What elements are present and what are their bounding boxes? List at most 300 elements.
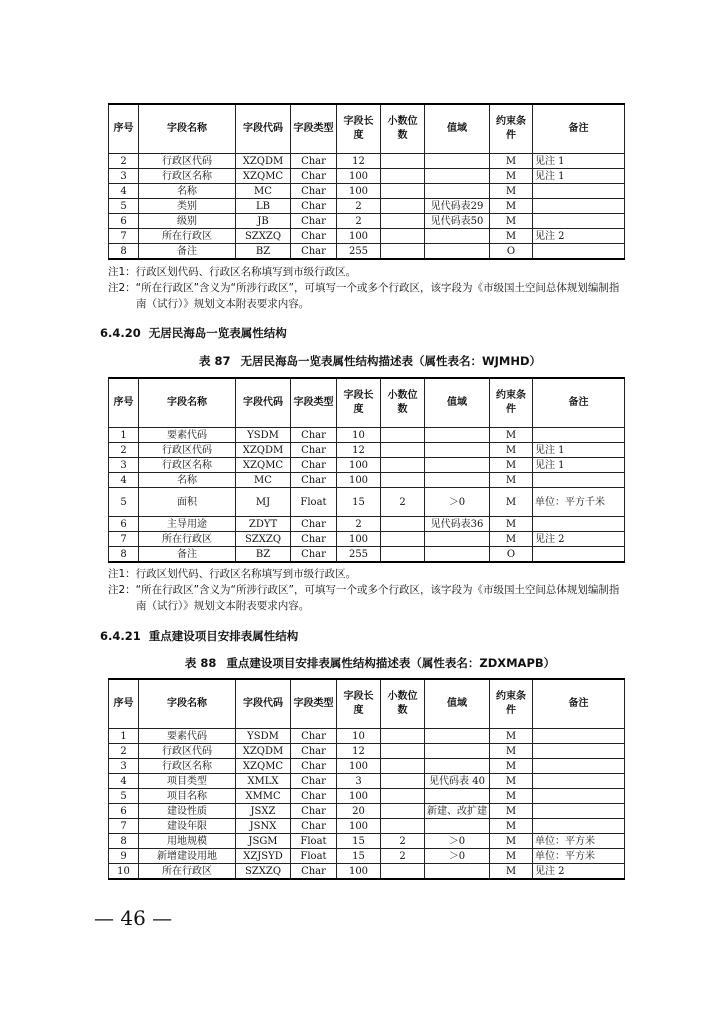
col-value-domain-cell	[425, 532, 490, 547]
col-field-code-cell: BZ	[236, 547, 291, 563]
table-header-row	[109, 104, 625, 154]
col-decimals-cell	[381, 184, 425, 199]
col-field-type-cell: Char	[291, 532, 337, 547]
col-constraint-cell: M	[490, 744, 533, 759]
col-field-code-cell: XZQDM	[236, 744, 291, 759]
header-col-field-type: 字段类型	[291, 104, 337, 154]
col-value-domain-cell	[425, 819, 490, 834]
col-field-name-cell: 要素代码	[139, 428, 236, 443]
header-col-decimals: 小数位数	[381, 378, 425, 428]
col-field-length-cell: 12	[337, 154, 381, 169]
attribute-table-continued	[108, 103, 625, 260]
col-constraint-cell: M	[490, 443, 533, 458]
col-constraint-cell: M	[490, 154, 533, 169]
col-value-domain-cell: 见代码表 40	[425, 774, 490, 789]
col-remark-cell: 见注 1	[533, 458, 625, 473]
col-field-code-cell: YSDM	[236, 729, 291, 744]
table-row	[109, 834, 625, 849]
table-row	[109, 744, 625, 759]
header-col-field-code: 字段代码	[236, 679, 291, 729]
table-row	[109, 184, 625, 199]
col-decimals-cell	[381, 229, 425, 244]
col-field-name-cell: 备注	[139, 547, 236, 563]
table-row	[109, 199, 625, 214]
table-row	[109, 488, 625, 517]
col-field-name-cell: 名称	[139, 184, 236, 199]
header-col-seq: 序号	[109, 378, 139, 428]
table-row	[109, 864, 625, 880]
col-field-length-cell: 15	[337, 488, 381, 517]
col-value-domain-cell	[425, 154, 490, 169]
col-field-type-cell: Char	[291, 547, 337, 563]
col-decimals-cell	[381, 473, 425, 488]
col-field-code-cell: XMLX	[236, 774, 291, 789]
header-col-field-name: 字段名称	[139, 679, 236, 729]
col-field-name-cell: 建设年限	[139, 819, 236, 834]
col-value-domain-cell	[425, 744, 490, 759]
col-decimals-cell	[381, 819, 425, 834]
col-remark-cell	[533, 214, 625, 229]
table-header-row	[109, 679, 625, 729]
col-field-type-cell: Char	[291, 759, 337, 774]
col-constraint-cell: O	[490, 244, 533, 260]
table-row	[109, 759, 625, 774]
header-col-remark: 备注	[533, 679, 625, 729]
col-remark-cell	[533, 184, 625, 199]
header-col-seq: 序号	[109, 679, 139, 729]
col-constraint-cell: M	[490, 834, 533, 849]
col-seq-cell: 4	[109, 774, 139, 789]
col-field-name-cell: 行政区名称	[139, 458, 236, 473]
col-field-code-cell: SZXZQ	[236, 864, 291, 880]
col-field-name-cell: 类别	[139, 199, 236, 214]
col-field-name-cell: 级别	[139, 214, 236, 229]
col-constraint-cell: M	[490, 849, 533, 864]
col-field-type-cell: Char	[291, 199, 337, 214]
col-seq-cell: 5	[109, 789, 139, 804]
header-col-remark: 备注	[533, 378, 625, 428]
table-row	[109, 244, 625, 260]
header-col-field-length: 字段长度	[337, 104, 381, 154]
col-field-code-cell: XZQDM	[236, 443, 291, 458]
col-field-length-cell: 10	[337, 729, 381, 744]
col-remark-cell	[533, 774, 625, 789]
note-2: 注2：“所在行政区”含义为“所涉行政区”，可填写一个或多个行政区，该字段为《市级国土空间总体规划编制指南（试行）》规划文本附表要求内容。	[108, 584, 620, 612]
col-constraint-cell: M	[490, 199, 533, 214]
table-title: 重点建设项目安排表属性结构描述表（属性表名：ZDXMAPB）	[226, 656, 556, 670]
col-constraint-cell: M	[490, 532, 533, 547]
col-constraint-cell: M	[490, 458, 533, 473]
header-col-field-type: 字段类型	[291, 679, 337, 729]
col-field-type-cell: Char	[291, 744, 337, 759]
note-2: 注2：“所在行政区”含义为“所涉行政区”，可填写一个或多个行政区，该字段为《市级国土空间总体规划编制指南（试行）》规划文本附表要求内容。	[108, 282, 620, 310]
section-title: 重点建设项目安排表属性结构	[148, 629, 299, 643]
col-field-type-cell: Char	[291, 517, 337, 532]
header-col-decimals: 小数位数	[381, 679, 425, 729]
table-header-row	[109, 378, 625, 428]
table-caption	[100, 655, 640, 671]
col-field-length-cell: 100	[337, 458, 381, 473]
col-field-type-cell: Char	[291, 428, 337, 443]
col-seq-cell: 7	[109, 532, 139, 547]
col-seq-cell: 7	[109, 229, 139, 244]
table-row	[109, 473, 625, 488]
col-remark-cell	[533, 547, 625, 563]
col-decimals-cell	[381, 458, 425, 473]
col-seq-cell: 6	[109, 804, 139, 819]
col-field-code-cell: MC	[236, 473, 291, 488]
col-field-length-cell: 2	[337, 214, 381, 229]
col-constraint-cell: M	[490, 789, 533, 804]
col-remark-cell: 见注 1	[533, 154, 625, 169]
col-seq-cell: 2	[109, 443, 139, 458]
header-col-constraint: 约束条件	[490, 679, 533, 729]
col-field-type-cell: Char	[291, 229, 337, 244]
col-constraint-cell: O	[490, 547, 533, 563]
col-decimals-cell	[381, 759, 425, 774]
col-decimals-cell	[381, 744, 425, 759]
col-field-type-cell: Char	[291, 774, 337, 789]
header-col-field-name: 字段名称	[139, 104, 236, 154]
col-value-domain-cell	[425, 229, 490, 244]
col-seq-cell: 4	[109, 473, 139, 488]
col-field-length-cell: 15	[337, 849, 381, 864]
col-seq-cell: 8	[109, 547, 139, 563]
col-field-type-cell: Char	[291, 184, 337, 199]
col-value-domain-cell	[425, 458, 490, 473]
col-decimals-cell	[381, 789, 425, 804]
col-value-domain-cell: 见代码表29	[425, 199, 490, 214]
col-field-type-cell: Char	[291, 789, 337, 804]
col-seq-cell: 9	[109, 849, 139, 864]
col-remark-cell	[533, 244, 625, 260]
col-value-domain-cell	[425, 789, 490, 804]
col-field-name-cell: 行政区代码	[139, 154, 236, 169]
col-field-code-cell: XZJSYD	[236, 849, 291, 864]
col-seq-cell: 3	[109, 458, 139, 473]
col-constraint-cell: M	[490, 169, 533, 184]
table-row	[109, 229, 625, 244]
table-row	[109, 443, 625, 458]
col-seq-cell: 10	[109, 864, 139, 880]
col-constraint-cell: M	[490, 184, 533, 199]
col-field-length-cell: 100	[337, 864, 381, 880]
table-row	[109, 428, 625, 443]
col-constraint-cell: M	[490, 488, 533, 517]
col-value-domain-cell	[425, 759, 490, 774]
col-field-length-cell: 100	[337, 759, 381, 774]
col-remark-cell	[533, 199, 625, 214]
header-col-field-code: 字段代码	[236, 104, 291, 154]
col-decimals-cell	[381, 532, 425, 547]
col-field-type-cell: Char	[291, 473, 337, 488]
col-constraint-cell: M	[490, 774, 533, 789]
col-field-name-cell: 主导用途	[139, 517, 236, 532]
col-value-domain-cell: 见代码表36	[425, 517, 490, 532]
header-col-remark: 备注	[533, 104, 625, 154]
col-constraint-cell: M	[490, 517, 533, 532]
col-field-length-cell: 100	[337, 229, 381, 244]
col-field-length-cell: 15	[337, 834, 381, 849]
col-value-domain-cell	[425, 864, 490, 880]
col-remark-cell: 见注 2	[533, 864, 625, 880]
col-field-type-cell: Char	[291, 819, 337, 834]
col-seq-cell: 5	[109, 199, 139, 214]
col-field-code-cell: LB	[236, 199, 291, 214]
col-field-type-cell: Char	[291, 864, 337, 880]
col-decimals-cell	[381, 199, 425, 214]
col-constraint-cell: M	[490, 428, 533, 443]
col-decimals-cell	[381, 244, 425, 260]
col-decimals-cell: 2	[381, 834, 425, 849]
attribute-table-wjmhd	[108, 377, 625, 563]
header-col-value-domain: 值域	[425, 679, 490, 729]
section-number: 6.4.21	[100, 629, 141, 643]
col-remark-cell: 见注 1	[533, 443, 625, 458]
table-notes	[108, 264, 628, 312]
col-field-name-cell: 备注	[139, 244, 236, 260]
attribute-table-zdxmapb	[108, 678, 625, 880]
col-constraint-cell: M	[490, 229, 533, 244]
col-remark-cell	[533, 759, 625, 774]
col-field-name-cell: 建设性质	[139, 804, 236, 819]
col-field-type-cell: Char	[291, 458, 337, 473]
col-decimals-cell	[381, 154, 425, 169]
col-field-length-cell: 2	[337, 517, 381, 532]
col-constraint-cell: M	[490, 729, 533, 744]
table-row	[109, 517, 625, 532]
col-field-code-cell: MJ	[236, 488, 291, 517]
table-row	[109, 789, 625, 804]
col-seq-cell: 6	[109, 214, 139, 229]
col-field-name-cell: 项目类型	[139, 774, 236, 789]
col-decimals-cell: 2	[381, 849, 425, 864]
col-field-type-cell: Float	[291, 834, 337, 849]
table-row	[109, 849, 625, 864]
col-field-name-cell: 行政区名称	[139, 169, 236, 184]
col-value-domain-cell	[425, 184, 490, 199]
col-decimals-cell	[381, 443, 425, 458]
col-field-length-cell: 2	[337, 199, 381, 214]
col-remark-cell: 单位：平方千米	[533, 488, 625, 517]
col-field-code-cell: MC	[236, 184, 291, 199]
col-seq-cell: 3	[109, 759, 139, 774]
col-field-name-cell: 要素代码	[139, 729, 236, 744]
col-remark-cell	[533, 517, 625, 532]
col-decimals-cell	[381, 169, 425, 184]
col-value-domain-cell: 见代码表50	[425, 214, 490, 229]
col-remark-cell	[533, 819, 625, 834]
table-notes	[108, 566, 628, 614]
table-row	[109, 458, 625, 473]
col-decimals-cell	[381, 804, 425, 819]
col-field-type-cell: Float	[291, 849, 337, 864]
table-row	[109, 154, 625, 169]
col-field-length-cell: 100	[337, 184, 381, 199]
col-remark-cell	[533, 428, 625, 443]
header-col-value-domain: 值域	[425, 104, 490, 154]
col-constraint-cell: M	[490, 864, 533, 880]
col-seq-cell: 8	[109, 834, 139, 849]
col-field-type-cell: Char	[291, 169, 337, 184]
col-field-name-cell: 用地规模	[139, 834, 236, 849]
col-constraint-cell: M	[490, 473, 533, 488]
section-number: 6.4.20	[100, 326, 141, 340]
page-number: — 46 —	[94, 906, 173, 930]
col-field-length-cell: 100	[337, 473, 381, 488]
header-col-field-name: 字段名称	[139, 378, 236, 428]
table-row	[109, 774, 625, 789]
header-col-decimals: 小数位数	[381, 104, 425, 154]
col-seq-cell: 3	[109, 169, 139, 184]
col-field-length-cell: 255	[337, 244, 381, 260]
col-field-name-cell: 新增建设用地	[139, 849, 236, 864]
col-field-name-cell: 名称	[139, 473, 236, 488]
col-field-type-cell: Char	[291, 443, 337, 458]
col-remark-cell	[533, 789, 625, 804]
col-value-domain-cell: ＞0	[425, 488, 490, 517]
table-label: 表 87	[198, 354, 231, 368]
col-remark-cell	[533, 473, 625, 488]
col-decimals-cell	[381, 517, 425, 532]
col-field-type-cell: Char	[291, 244, 337, 260]
col-field-length-cell: 100	[337, 819, 381, 834]
col-field-type-cell: Char	[291, 154, 337, 169]
col-seq-cell: 1	[109, 428, 139, 443]
col-field-code-cell: XZQMC	[236, 458, 291, 473]
col-field-length-cell: 100	[337, 789, 381, 804]
col-value-domain-cell	[425, 428, 490, 443]
col-decimals-cell	[381, 547, 425, 563]
col-field-length-cell: 255	[337, 547, 381, 563]
header-col-field-code: 字段代码	[236, 378, 291, 428]
col-seq-cell: 5	[109, 488, 139, 517]
col-seq-cell: 6	[109, 517, 139, 532]
header-col-constraint: 约束条件	[490, 104, 533, 154]
col-field-code-cell: JSNX	[236, 819, 291, 834]
col-field-code-cell: JSXZ	[236, 804, 291, 819]
col-field-length-cell: 12	[337, 443, 381, 458]
table-row	[109, 169, 625, 184]
note-1: 注1：行政区划代码、行政区名称填写到市级行政区。	[108, 568, 357, 580]
col-field-code-cell: XZQDM	[236, 154, 291, 169]
col-decimals-cell	[381, 214, 425, 229]
col-field-code-cell: JB	[236, 214, 291, 229]
note-1: 注1：行政区划代码、行政区名称填写到市级行政区。	[108, 266, 357, 278]
col-value-domain-cell: 新建、改扩建	[425, 804, 490, 819]
table-row	[109, 547, 625, 563]
col-value-domain-cell	[425, 443, 490, 458]
col-remark-cell	[533, 729, 625, 744]
col-field-type-cell: Float	[291, 488, 337, 517]
header-col-field-length: 字段长度	[337, 679, 381, 729]
col-seq-cell: 1	[109, 729, 139, 744]
table-row	[109, 819, 625, 834]
col-field-name-cell: 行政区名称	[139, 759, 236, 774]
table-row	[109, 532, 625, 547]
col-constraint-cell: M	[490, 214, 533, 229]
col-seq-cell: 2	[109, 744, 139, 759]
col-field-code-cell: XZQMC	[236, 169, 291, 184]
col-field-type-cell: Char	[291, 804, 337, 819]
col-field-code-cell: SZXZQ	[236, 532, 291, 547]
col-field-length-cell: 100	[337, 169, 381, 184]
col-decimals-cell	[381, 729, 425, 744]
col-value-domain-cell	[425, 729, 490, 744]
col-field-code-cell: YSDM	[236, 428, 291, 443]
section-heading	[100, 325, 287, 341]
table-row	[109, 729, 625, 744]
section-heading	[100, 628, 298, 644]
col-field-name-cell: 行政区代码	[139, 744, 236, 759]
col-value-domain-cell: ＞0	[425, 849, 490, 864]
col-field-type-cell: Char	[291, 729, 337, 744]
header-col-seq: 序号	[109, 104, 139, 154]
col-field-name-cell: 所在行政区	[139, 864, 236, 880]
header-col-constraint: 约束条件	[490, 378, 533, 428]
col-field-length-cell: 20	[337, 804, 381, 819]
header-col-field-length: 字段长度	[337, 378, 381, 428]
col-constraint-cell: M	[490, 819, 533, 834]
col-remark-cell: 见注 2	[533, 229, 625, 244]
col-field-length-cell: 3	[337, 774, 381, 789]
col-value-domain-cell	[425, 547, 490, 563]
col-field-code-cell: XMMC	[236, 789, 291, 804]
table-row	[109, 214, 625, 229]
table-label: 表 88	[184, 656, 217, 670]
col-constraint-cell: M	[490, 759, 533, 774]
col-decimals-cell	[381, 864, 425, 880]
col-value-domain-cell	[425, 169, 490, 184]
col-remark-cell	[533, 744, 625, 759]
table-title: 无居民海岛一览表属性结构描述表（属性表名：WJMHD）	[240, 354, 542, 368]
col-decimals-cell	[381, 774, 425, 789]
col-field-length-cell: 12	[337, 744, 381, 759]
col-field-code-cell: JSGM	[236, 834, 291, 849]
col-seq-cell: 8	[109, 244, 139, 260]
col-field-name-cell: 面积	[139, 488, 236, 517]
table-caption	[100, 353, 640, 369]
col-decimals-cell	[381, 428, 425, 443]
col-field-code-cell: ZDYT	[236, 517, 291, 532]
col-remark-cell: 见注 2	[533, 532, 625, 547]
col-seq-cell: 2	[109, 154, 139, 169]
col-seq-cell: 7	[109, 819, 139, 834]
col-remark-cell: 单位：平方米	[533, 834, 625, 849]
col-remark-cell	[533, 804, 625, 819]
col-field-name-cell: 所在行政区	[139, 229, 236, 244]
section-title: 无居民海岛一览表属性结构	[148, 326, 287, 340]
col-seq-cell: 4	[109, 184, 139, 199]
col-remark-cell: 见注 1	[533, 169, 625, 184]
col-value-domain-cell	[425, 473, 490, 488]
col-value-domain-cell	[425, 244, 490, 260]
col-field-length-cell: 100	[337, 532, 381, 547]
col-remark-cell: 单位：平方米	[533, 849, 625, 864]
header-col-value-domain: 值域	[425, 378, 490, 428]
col-field-length-cell: 10	[337, 428, 381, 443]
col-value-domain-cell: ＞0	[425, 834, 490, 849]
col-constraint-cell: M	[490, 804, 533, 819]
col-field-name-cell: 所在行政区	[139, 532, 236, 547]
col-field-type-cell: Char	[291, 214, 337, 229]
header-col-field-type: 字段类型	[291, 378, 337, 428]
col-field-code-cell: XZQMC	[236, 759, 291, 774]
col-field-code-cell: SZXZQ	[236, 229, 291, 244]
col-field-name-cell: 项目名称	[139, 789, 236, 804]
col-decimals-cell: 2	[381, 488, 425, 517]
col-field-code-cell: BZ	[236, 244, 291, 260]
